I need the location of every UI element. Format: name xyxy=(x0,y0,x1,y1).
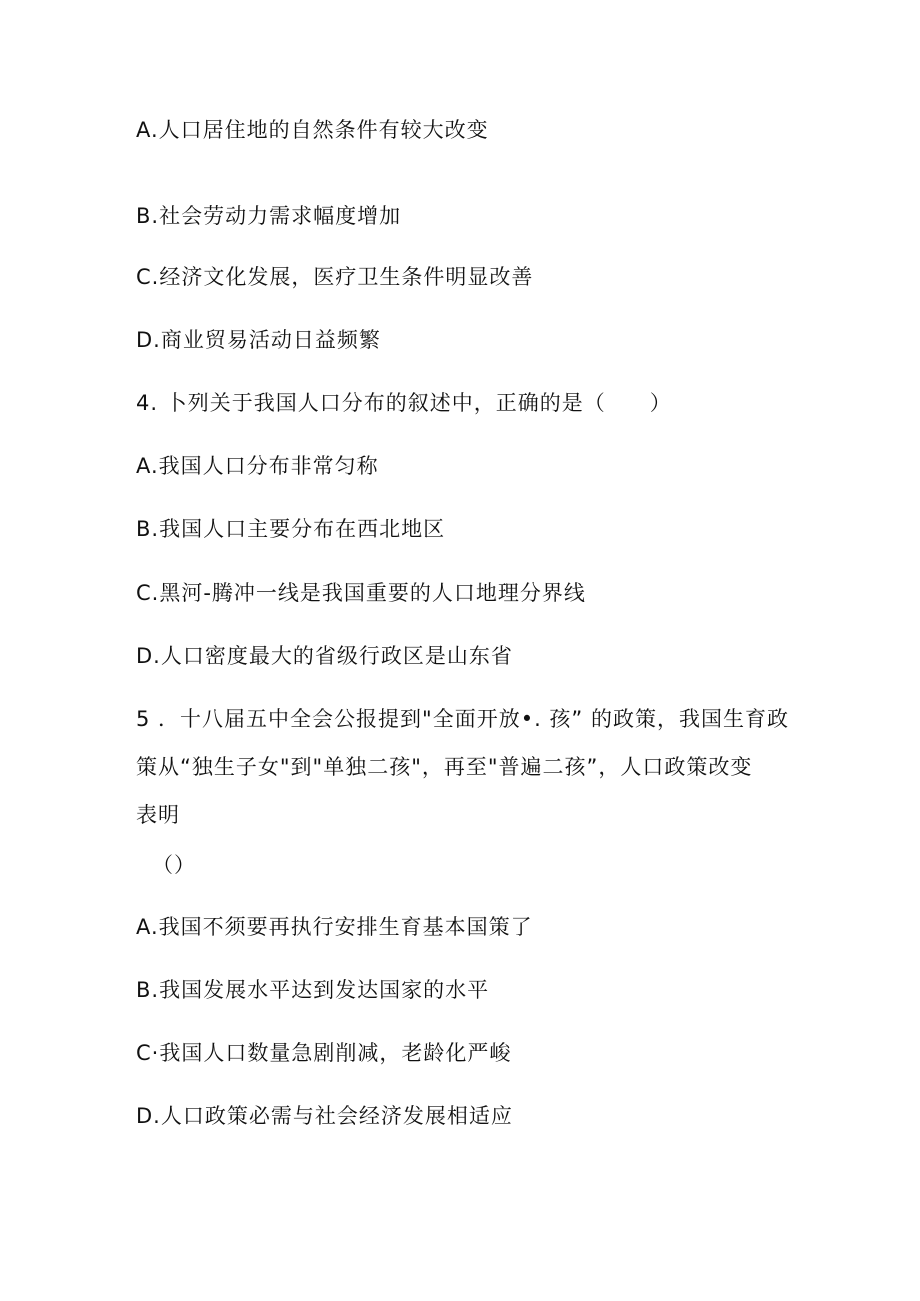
q4-option-d: D.人口密度最大的省级行政区是山东省 xyxy=(136,644,513,668)
q4-stem: 4. 卜列关于我国人口分布的叙述中，正确的是（ ） xyxy=(136,391,672,415)
q5-option-c: C·我国人口数量急剧削减，老龄化严峻 xyxy=(136,1041,512,1065)
q5-answer-parentheses: （） xyxy=(152,853,196,877)
q4-option-a: A.我国人口分布非常匀称 xyxy=(136,454,379,478)
q5-option-a: A.我国不须要再执行安排生育基本国策了 xyxy=(136,915,533,939)
q5-stem-line-2: 策从“独生子女"到"单独二孩"，再至"普遍二孩”，人口政策改变 xyxy=(136,755,753,779)
q5-option-d: D.人口政策必需与社会经济发展相适应 xyxy=(136,1104,513,1128)
q4-option-c: C.黑河-腾冲一线是我国重要的人口地理分界线 xyxy=(136,581,586,605)
q3-option-b: B.社会劳动力需求幅度增加 xyxy=(136,204,402,228)
q5-option-b: B.我国发展水平达到发达国家的水平 xyxy=(136,978,490,1002)
q3-option-c: C.经济文化发展，医疗卫生条件明显改善 xyxy=(136,265,534,289)
q5-stem-line-1: 5 ．十八届五中全会公报提到"全面开放•. 孩” 的政策，我国生育政 xyxy=(136,707,789,731)
q4-option-b: B.我国人口主要分布在西北地区 xyxy=(136,517,446,541)
q5-stem-line-3: 表明 xyxy=(136,803,180,827)
q3-option-a: A.人口居住地的自然条件有较大改变 xyxy=(136,118,489,142)
q3-option-d: D.商业贸易活动日益频繁 xyxy=(136,328,381,352)
